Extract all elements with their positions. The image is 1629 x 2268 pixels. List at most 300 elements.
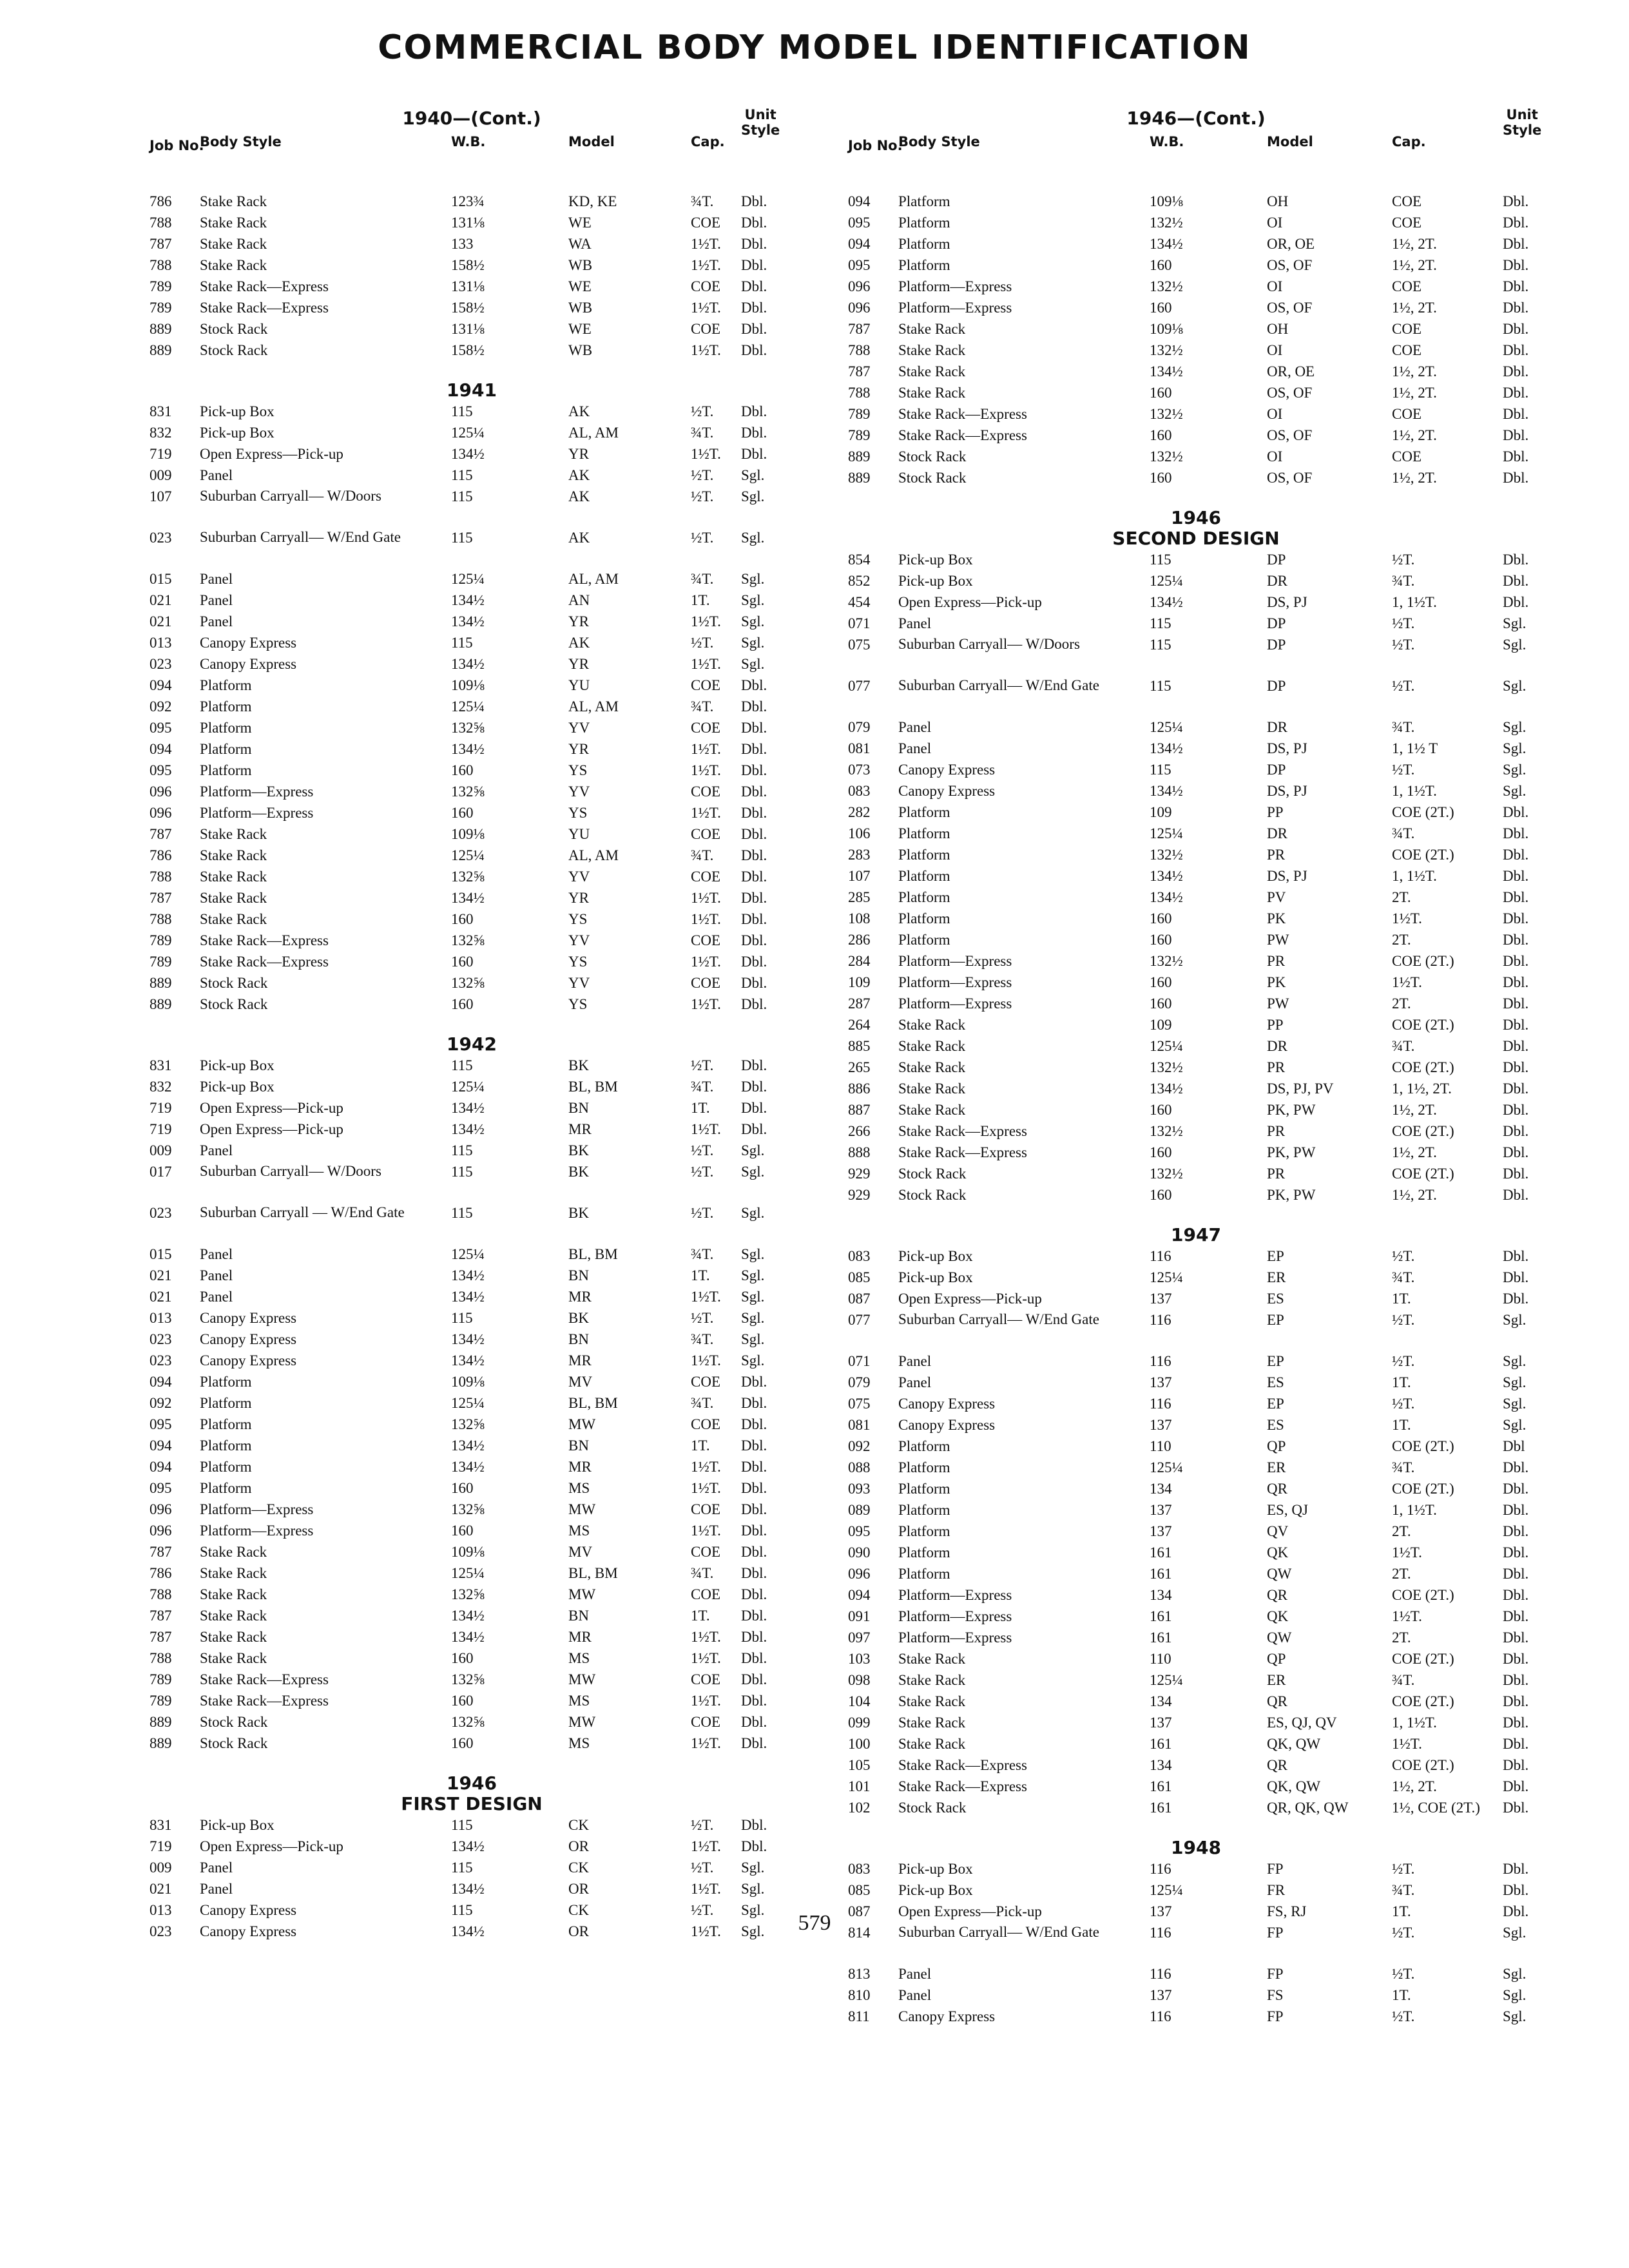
cell-style: Platform — [898, 193, 950, 209]
cell-wb: 132⅝ — [451, 1671, 485, 1687]
table-row — [149, 1076, 794, 1097]
cell-style: Panel — [200, 1860, 233, 1876]
cell-model: FP — [1267, 2008, 1284, 2024]
cell-cap: 1T. — [1392, 1374, 1411, 1390]
table-row — [848, 1542, 1544, 1563]
cell-style: Platform — [200, 677, 252, 693]
cell-wb: 134½ — [451, 1331, 485, 1347]
cell-wb: 116 — [1150, 1248, 1171, 1264]
cell-model: QR — [1267, 1693, 1287, 1709]
cell-wb: 161 — [1150, 1544, 1172, 1561]
cell-unit: Dbl. — [741, 741, 767, 757]
cell-cap: ¾T. — [691, 1246, 714, 1262]
header-unit: Unit Style — [741, 107, 780, 138]
cell-style: Platform — [898, 932, 950, 948]
cell-style: Canopy Express — [200, 1352, 297, 1369]
cell-model: BN — [568, 1100, 589, 1116]
cell-cap: ½T. — [1392, 552, 1415, 568]
table-row — [149, 212, 794, 233]
cell-model: YR — [568, 890, 589, 906]
cell-job: 009 — [149, 467, 172, 483]
cell-job: 013 — [149, 1902, 172, 1918]
cell-wb: 132⅝ — [451, 869, 485, 885]
cell-cap: COE (2T.) — [1392, 953, 1454, 969]
table-row — [149, 1097, 794, 1119]
cell-unit: Sgl. — [1503, 1925, 1527, 1941]
cell-job: 013 — [149, 1310, 172, 1326]
cell-wb: 134½ — [451, 1267, 485, 1283]
table-row — [848, 1963, 1544, 1984]
cell-job: 831 — [149, 403, 172, 419]
cell-wb: 131⅛ — [451, 321, 485, 337]
cell-cap: 1½T. — [1392, 1736, 1422, 1752]
cell-job: 786 — [149, 847, 172, 863]
table-row — [848, 1350, 1544, 1372]
cell-cap: COE (2T.) — [1392, 1123, 1454, 1139]
cell-unit: Dbl. — [1503, 804, 1529, 820]
cell-wb: 125¼ — [451, 425, 485, 441]
cell-unit: Dbl. — [1503, 1693, 1529, 1709]
table-row — [149, 1878, 794, 1899]
table-row — [848, 1712, 1544, 1733]
table-row — [848, 1436, 1544, 1457]
cell-cap: 1½T. — [691, 1523, 721, 1539]
cell-wb: 134½ — [1150, 783, 1183, 799]
cell-job: 107 — [149, 488, 172, 505]
cell-cap: ¾T. — [691, 1079, 714, 1095]
cell-model: MR — [568, 1352, 592, 1369]
cell-cap: 1T. — [1392, 1987, 1411, 2003]
cell-job: 079 — [848, 719, 871, 735]
cell-wb: 132½ — [1150, 406, 1183, 422]
table-row — [848, 972, 1544, 993]
table-row — [848, 276, 1544, 297]
cell-model: DS, PJ — [1267, 783, 1307, 799]
cell-cap: COE (2T.) — [1392, 847, 1454, 863]
cell-model: AK — [568, 403, 590, 419]
cell-model: DR — [1267, 825, 1287, 841]
cell-cap: COE (2T.) — [1392, 1438, 1454, 1454]
cell-style: Pick-up Box — [898, 552, 973, 568]
cell-model: DP — [1267, 552, 1286, 568]
cell-unit: Dbl. — [1503, 1017, 1529, 1033]
cell-unit: Sgl. — [741, 1164, 765, 1180]
cell-style: Stake Rack — [200, 1629, 267, 1645]
cell-unit: Dbl. — [741, 1395, 767, 1411]
cell-model: DS, PJ — [1267, 594, 1307, 610]
table-section — [149, 380, 794, 1015]
cell-unit: Dbl. — [1503, 1651, 1529, 1667]
cell-style: Stake Rack — [200, 257, 267, 273]
cell-job: 287 — [848, 995, 871, 1012]
table-row — [149, 845, 794, 866]
header-unit: Unit Style — [1503, 107, 1542, 138]
cell-model: AL, AM — [568, 698, 619, 715]
cell-model: YS — [568, 911, 588, 927]
cell-unit: Sgl. — [741, 1289, 765, 1305]
cell-job: 787 — [149, 236, 172, 252]
cell-wb: 115 — [1150, 762, 1171, 778]
cell-model: EP — [1267, 1353, 1284, 1369]
table-row — [848, 738, 1544, 759]
cell-model: DS, PJ — [1267, 868, 1307, 884]
cell-wb: 137 — [1150, 1715, 1172, 1731]
cell-wb: 109 — [1150, 1017, 1172, 1033]
cell-cap: COE — [691, 321, 720, 337]
cell-wb: 134½ — [1150, 740, 1183, 756]
cell-model: YU — [568, 677, 590, 693]
cell-unit: Sgl. — [741, 1310, 765, 1326]
cell-cap: 1T. — [1392, 1903, 1411, 1919]
cell-model: OS, OF — [1267, 385, 1313, 401]
cell-job: 096 — [149, 1501, 172, 1517]
cell-style: Platform—Express — [898, 953, 1012, 969]
cell-unit: Sgl. — [741, 488, 765, 505]
table-row — [848, 1584, 1544, 1606]
cell-job: 094 — [848, 1587, 871, 1603]
cell-job: 073 — [848, 762, 871, 778]
cell-cap: ¾T. — [691, 571, 714, 587]
cell-style: Stake Rack — [200, 1565, 267, 1581]
cell-job: 017 — [149, 1164, 172, 1180]
cell-job: 081 — [848, 1417, 871, 1433]
cell-cap: 1½T. — [691, 890, 721, 906]
cell-style: Stake Rack — [200, 236, 267, 252]
cell-model: MS — [568, 1523, 590, 1539]
table-row — [149, 1584, 794, 1605]
cell-wb: 134½ — [451, 1289, 485, 1305]
cell-unit: Dbl. — [741, 236, 767, 252]
table-row — [149, 1055, 794, 1076]
table-row — [149, 233, 794, 255]
cell-cap: 2T. — [1392, 1629, 1411, 1646]
table-row — [848, 191, 1544, 212]
table-row — [149, 590, 794, 611]
cell-model: OI — [1267, 406, 1283, 422]
cell-job: 719 — [149, 1121, 172, 1137]
cell-model: CK — [568, 1902, 589, 1918]
table-row — [149, 653, 794, 675]
table-row — [848, 255, 1544, 276]
cell-wb: 160 — [1150, 995, 1172, 1012]
table-row — [848, 716, 1544, 738]
cell-unit: Dbl. — [1503, 257, 1529, 273]
cell-job: 098 — [848, 1672, 871, 1688]
header-model: Model — [1267, 134, 1313, 149]
cell-style: Canopy Express — [898, 1417, 996, 1433]
table-row — [149, 1648, 794, 1669]
cell-unit: Sgl. — [1503, 719, 1527, 735]
cell-wb: 132½ — [1150, 953, 1183, 969]
cell-model: OS, OF — [1267, 300, 1313, 316]
cell-style: Suburban Carryall — W/End Gate — [200, 1204, 405, 1220]
cell-job: 889 — [848, 470, 871, 486]
cell-job: 085 — [848, 1269, 871, 1285]
cell-cap: 1½T. — [691, 1480, 721, 1496]
cell-style: Platform — [200, 1416, 252, 1432]
cell-wb: 134½ — [451, 1459, 485, 1475]
cell-model: FS — [1267, 1987, 1284, 2003]
table-row — [149, 1371, 794, 1392]
cell-cap: 1½T. — [691, 1881, 721, 1897]
cell-cap: 1½T. — [1392, 910, 1422, 927]
cell-unit: Dbl. — [741, 911, 767, 927]
cell-unit: Dbl. — [1503, 193, 1529, 209]
cell-style: Canopy Express — [898, 762, 996, 778]
cell-style: Panel — [200, 467, 233, 483]
cell-cap: 1½, 2T. — [1392, 1144, 1437, 1160]
cell-cap: 1½T. — [691, 1923, 721, 1939]
cell-job: 023 — [149, 1331, 172, 1347]
cell-job: 077 — [848, 1312, 871, 1328]
table-row — [149, 1119, 794, 1140]
cell-wb: 137 — [1150, 1502, 1172, 1518]
cell-job: 787 — [149, 890, 172, 906]
cell-style: Stake Rack — [200, 1544, 267, 1560]
cell-model: QK, QW — [1267, 1736, 1321, 1752]
cell-unit: Sgl. — [741, 1205, 765, 1221]
cell-job: 085 — [848, 1882, 871, 1898]
cell-unit: Dbl. — [1503, 910, 1529, 927]
cell-job: 092 — [149, 698, 172, 715]
cell-cap: COE — [691, 826, 720, 842]
cell-style: Stake Rack — [898, 1736, 966, 1752]
cell-job: 889 — [848, 448, 871, 465]
cell-job: 095 — [149, 762, 172, 778]
cell-wb: 131⅛ — [451, 278, 485, 294]
table-row — [149, 1690, 794, 1711]
cell-wb: 132½ — [1150, 847, 1183, 863]
table-row — [848, 1078, 1544, 1099]
cell-style: Stake Rack—Express — [898, 427, 1027, 443]
table-row — [848, 1858, 1544, 1879]
cell-model: BN — [568, 1267, 589, 1283]
cell-cap: COE — [691, 677, 720, 693]
table-row — [848, 844, 1544, 865]
cell-unit: Dbl. — [1503, 448, 1529, 465]
cell-model: PR — [1267, 847, 1286, 863]
cell-style: Panel — [200, 1142, 233, 1158]
cell-model: ES — [1267, 1291, 1284, 1307]
cell-style: Platform — [898, 236, 950, 252]
cell-wb: 133 — [451, 236, 474, 252]
cell-wb: 160 — [451, 911, 474, 927]
cell-cap: 1½, 2T. — [1392, 236, 1437, 252]
table-row — [149, 1244, 794, 1265]
cell-cap: 1, 1½T. — [1392, 1502, 1437, 1518]
cell-cap: ½T. — [1392, 1966, 1415, 1982]
cell-unit: Dbl. — [1503, 300, 1529, 316]
cell-model: EP — [1267, 1312, 1284, 1328]
cell-unit: Sgl. — [741, 467, 765, 483]
cell-style: Stake Rack — [200, 847, 267, 863]
cell-model: MW — [568, 1416, 596, 1432]
cell-model: AL, AM — [568, 571, 619, 587]
table-row — [848, 887, 1544, 908]
cell-job: 832 — [149, 1079, 172, 1095]
table-row — [848, 1372, 1544, 1393]
cell-style: Platform — [898, 1459, 950, 1475]
cell-unit: Dbl. — [741, 1565, 767, 1581]
cell-model: BK — [568, 1205, 589, 1221]
cell-cap: 1T. — [691, 1608, 710, 1624]
cell-job: 094 — [149, 741, 172, 757]
table-row — [149, 611, 794, 632]
cell-cap: 1½T. — [691, 1650, 721, 1666]
cell-style: Stake Rack—Express — [898, 1778, 1027, 1794]
table-row — [149, 340, 794, 361]
cell-unit: Dbl. — [1503, 342, 1529, 358]
cell-job: 789 — [149, 1671, 172, 1687]
cell-cap: 1½, 2T. — [1392, 1102, 1437, 1118]
cell-job: 814 — [848, 1925, 871, 1941]
cell-style: Platform — [898, 215, 950, 231]
cell-wb: 160 — [1150, 385, 1172, 401]
cell-cap: ½T. — [691, 1310, 714, 1326]
cell-job: 788 — [149, 1650, 172, 1666]
cell-job: 889 — [149, 975, 172, 991]
cell-unit: Dbl. — [1503, 1861, 1529, 1877]
cell-model: YS — [568, 954, 588, 970]
header-wb: W.B. — [1150, 134, 1184, 149]
cell-wb: 125¼ — [451, 1246, 485, 1262]
cell-model: BK — [568, 1164, 589, 1180]
cell-wb: 160 — [451, 1735, 474, 1751]
cell-style: Panel — [898, 1353, 932, 1369]
cell-job: 789 — [149, 278, 172, 294]
cell-job: 015 — [149, 571, 172, 587]
cell-cap: 2T. — [1392, 995, 1411, 1012]
cell-wb: 134½ — [451, 1608, 485, 1624]
cell-cap: ½T. — [691, 1142, 714, 1158]
table-row — [848, 1245, 1544, 1267]
cell-style: Platform — [200, 1395, 252, 1411]
table-row — [848, 1288, 1544, 1309]
cell-unit: Dbl. — [1503, 427, 1529, 443]
table-row — [149, 632, 794, 653]
cell-unit: Dbl. — [741, 1586, 767, 1602]
cell-job: 094 — [149, 1374, 172, 1390]
cell-style: Platform—Express — [200, 1523, 314, 1539]
cell-cap: ½T. — [691, 1205, 714, 1221]
cell-job: 265 — [848, 1059, 871, 1075]
cell-job: 788 — [149, 911, 172, 927]
cell-job: 789 — [848, 406, 871, 422]
table-row — [848, 591, 1544, 613]
cell-job: 023 — [149, 530, 172, 546]
cell-model: ES, QJ, QV — [1267, 1715, 1337, 1731]
cell-job: 789 — [149, 954, 172, 970]
cell-wb: 116 — [1150, 1966, 1171, 1982]
cell-cap: COE — [1392, 321, 1422, 337]
section-title: 1940—(Cont.) — [402, 108, 541, 129]
table-row — [149, 738, 794, 760]
cell-wb: 160 — [1150, 470, 1172, 486]
cell-cap: 1½, 2T. — [1392, 1187, 1437, 1203]
cell-cap: 1½T. — [691, 1289, 721, 1305]
cell-style: Stake Rack — [200, 1608, 267, 1624]
cell-style: Stake Rack — [898, 1102, 966, 1118]
cell-model: MW — [568, 1586, 596, 1602]
cell-style: Platform—Express — [898, 278, 1012, 294]
cell-job: 095 — [149, 1416, 172, 1432]
table-row — [848, 1797, 1544, 1818]
cell-wb: 116 — [1150, 1353, 1171, 1369]
cell-unit: Dbl. — [1503, 995, 1529, 1012]
table-row — [149, 1307, 794, 1329]
cell-unit: Dbl. — [741, 932, 767, 948]
cell-wb: 134½ — [451, 1629, 485, 1645]
cell-unit: Dbl. — [741, 996, 767, 1012]
cell-job: 095 — [848, 1523, 871, 1539]
header-cap: Cap. — [1392, 134, 1426, 149]
cell-cap: 1½T. — [691, 613, 721, 629]
cell-model: DR — [1267, 1038, 1287, 1054]
cell-job: 106 — [848, 825, 871, 841]
cell-cap: ½T. — [691, 1057, 714, 1073]
cell-wb: 110 — [1150, 1438, 1171, 1454]
cell-wb: 115 — [451, 1310, 473, 1326]
cell-job: 021 — [149, 1881, 172, 1897]
cell-wb: 160 — [451, 762, 474, 778]
cell-style: Pick-up Box — [898, 573, 973, 589]
cell-model: FS, RJ — [1267, 1903, 1307, 1919]
cell-unit: Dbl. — [741, 698, 767, 715]
cell-cap: 2T. — [1392, 1523, 1411, 1539]
cell-cap: COE (2T.) — [1392, 1059, 1454, 1075]
cell-wb: 160 — [451, 1480, 474, 1496]
cell-cap: ½T. — [1392, 1353, 1415, 1369]
cell-unit: Dbl. — [741, 1671, 767, 1687]
cell-job: 787 — [149, 1608, 172, 1624]
cell-cap: 1½T. — [691, 1352, 721, 1369]
cell-model: QW — [1267, 1629, 1292, 1646]
cell-wb: 115 — [451, 1057, 473, 1073]
cell-wb: 116 — [1150, 1925, 1171, 1941]
cell-wb: 134 — [1150, 1587, 1172, 1603]
table-row — [149, 1814, 794, 1836]
cell-style: Open Express—Pick-up — [200, 1838, 343, 1854]
cell-job: 096 — [848, 1566, 871, 1582]
cell-model: YR — [568, 656, 589, 672]
cell-wb: 134½ — [451, 890, 485, 906]
cell-job: 094 — [149, 1437, 172, 1454]
table-row — [848, 1691, 1544, 1712]
cell-unit: Dbl. — [1503, 1566, 1529, 1582]
cell-unit: Dbl. — [1503, 932, 1529, 948]
cell-model: YR — [568, 741, 589, 757]
cell-wb: 134½ — [451, 1121, 485, 1137]
table-row — [149, 1414, 794, 1435]
cell-cap: ½T. — [1392, 762, 1415, 778]
cell-job: 283 — [848, 847, 871, 863]
cell-job: 083 — [848, 783, 871, 799]
cell-job: 787 — [149, 1629, 172, 1645]
cell-job: 109 — [848, 974, 871, 990]
cell-unit: Dbl. — [741, 677, 767, 693]
cell-wb: 110 — [1150, 1651, 1171, 1667]
cell-style: Canopy Express — [200, 1310, 297, 1326]
cell-cap: 1½T. — [1392, 1544, 1422, 1561]
cell-wb: 134½ — [451, 1923, 485, 1939]
cell-style: Stake Rack — [898, 1059, 966, 1075]
cell-cap: ¾T. — [691, 698, 714, 715]
cell-model: YS — [568, 762, 588, 778]
cell-style: Platform — [200, 741, 252, 757]
cell-wb: 115 — [451, 1142, 473, 1158]
cell-cap: ½T. — [1392, 637, 1415, 653]
cell-cap: ¾T. — [691, 193, 714, 209]
